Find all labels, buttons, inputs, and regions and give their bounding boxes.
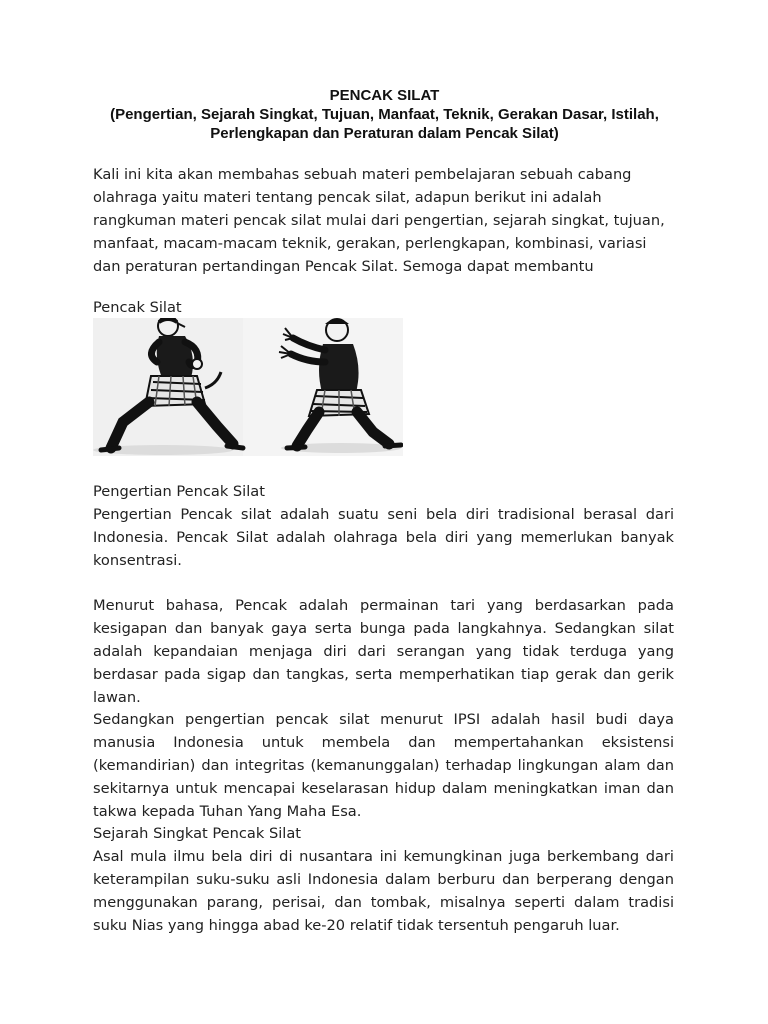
fighters-drawing <box>93 318 403 456</box>
section-heading-pengertian: Pengertian Pencak Silat <box>93 483 265 500</box>
sejarah-paragraph-1: Asal mula ilmu bela diri di nusantara ini kemungkinan juga berkembang dari keterampilan suku-suku asli Indonesia dalam berburu dan berperang dengan menggunakan parang, perisai, dan tombak, misalnya seperti dalam tradisi suku Nias yang hingga abad ke-20 relatif tidak tersentuh pengaruh luar. <box>93 848 674 934</box>
pengertian-paragraph-3: Sedangkan pengertian pencak silat menurut IPSI adalah hasil budi daya manusia Indonesia untuk membela dan mempertahankan eksistensi (kemandirian) dan integritas (kemanunggalan) terhadap lingkungan alam dan sekitarnya untuk mencapai keselarasan hidup dalam meningkatkan iman dan takwa kepada Tuhan Yang Maha Esa. <box>93 711 674 820</box>
image-caption: Pencak Silat <box>93 299 182 316</box>
document-title-block <box>93 86 676 143</box>
document-title: PENCAK SILAT <box>329 87 440 104</box>
intro-paragraph: Kali ini kita akan membahas sebuah materi pembelajaran sebuah cabang olahraga yaitu materi tentang pencak silat, adapun berikut ini adalah rangkuman materi pencak silat mulai dari pengertian, sejarah singkat, tujuan, manfaat, macam-macam teknik, gerakan, perlengkapan, kombinasi, variasi dan peraturan pertandingan Pencak Silat. Semoga dapat membantu <box>93 166 665 275</box>
document-subtitle-line-2: Perlengkapan dan Peraturan dalam Pencak Silat) <box>210 125 559 142</box>
section-heading-sejarah: Sejarah Singkat Pencak Silat <box>93 825 302 842</box>
pengertian-paragraph-1: Pengertian Pencak silat adalah suatu seni bela diri tradisional berasal dari Indonesia. Pencak Silat adalah olahraga bela diri yang memerlukan banyak konsentrasi. <box>93 506 674 569</box>
document-subtitle-line-1: (Pengertian, Sejarah Singkat, Tujuan, Manfaat, Teknik, Gerakan Dasar, Istilah, <box>110 106 659 123</box>
two-silat-fighters-illustration <box>93 318 403 456</box>
pengertian-paragraph-2: Menurut bahasa, Pencak adalah permainan tari yang berdasarkan pada kesigapan dan banyak gaya serta bunga pada langkahnya. Sedangkan silat adalah kepandaian menjaga diri dari serangan yang tidak terduga yang berdasar pada sigap dan tangkas, serta memperhatikan tiap gerak dan gerik lawan. <box>93 597 674 706</box>
